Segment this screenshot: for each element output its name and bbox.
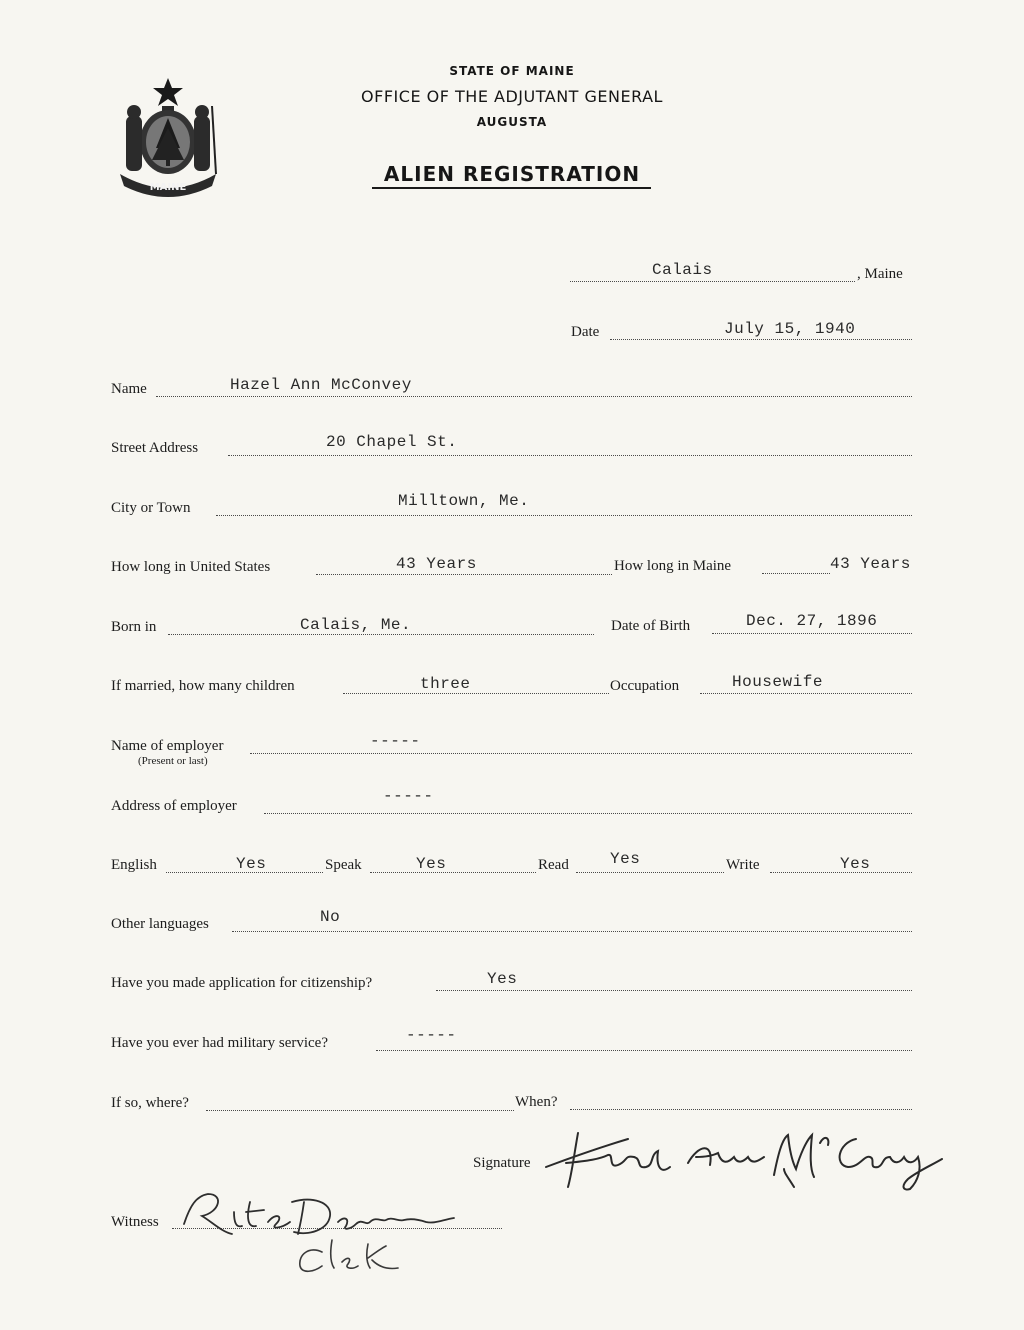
other-languages-line: [232, 931, 912, 932]
read-value: Yes: [610, 850, 641, 868]
write-label: Write: [726, 857, 760, 873]
speak-label: Speak: [325, 857, 362, 873]
seal-label: MAINE: [149, 182, 187, 193]
how-long-maine-label: How long in Maine: [614, 558, 732, 574]
date-line: [610, 339, 912, 340]
how-long-maine-line: [762, 573, 830, 574]
header-city: AUGUSTA: [476, 115, 548, 129]
employer-name-value: -----: [370, 732, 421, 750]
when-label: When?: [515, 1094, 558, 1110]
employer-name-line: [250, 753, 912, 754]
employer-name-label: Name of employer: [111, 738, 224, 754]
street-label: Street Address: [111, 440, 199, 456]
children-line: [343, 693, 609, 694]
children-value: three: [420, 675, 471, 693]
where-line: [206, 1110, 514, 1111]
title-underline: [372, 187, 651, 189]
born-in-value: Calais, Me.: [300, 616, 412, 634]
other-languages-value: No: [320, 908, 341, 926]
applicant-signature: [538, 1125, 948, 1195]
dob-value: Dec. 27, 1896: [746, 612, 878, 630]
military-value: -----: [406, 1026, 457, 1044]
employer-address-line: [264, 813, 912, 814]
signature-label: Signature: [473, 1155, 531, 1171]
place-line: [570, 281, 855, 282]
born-in-label: Born in: [111, 619, 157, 635]
date-label: Date: [571, 324, 600, 340]
city-line: [216, 515, 912, 516]
military-line: [376, 1050, 912, 1051]
write-value: Yes: [840, 855, 871, 873]
military-label: Have you ever had military service?: [111, 1035, 328, 1051]
english-label: English: [111, 857, 157, 873]
how-long-maine-value: 43 Years: [830, 555, 911, 573]
how-long-us-value: 43 Years: [396, 555, 477, 573]
employer-address-label: Address of employer: [111, 798, 237, 814]
citizenship-value: Yes: [487, 970, 518, 988]
employer-address-value: -----: [383, 787, 434, 805]
read-label: Read: [538, 857, 569, 873]
read-line: [576, 872, 724, 873]
occupation-label: Occupation: [610, 678, 680, 694]
maine-suffix: , Maine: [857, 266, 903, 282]
form-title: ALIEN REGISTRATION: [383, 162, 641, 186]
date-value: July 15, 1940: [724, 320, 856, 338]
children-label: If married, how many children: [111, 678, 295, 694]
how-long-us-line: [316, 574, 612, 575]
citizenship-line: [436, 990, 912, 991]
dob-line: [712, 633, 912, 634]
english-value: Yes: [236, 855, 267, 873]
witness-signature: [172, 1182, 472, 1282]
witness-label: Witness: [111, 1214, 159, 1230]
header-office: OFFICE OF THE ADJUTANT GENERAL: [361, 87, 663, 106]
occupation-value: Housewife: [732, 673, 823, 691]
speak-value: Yes: [416, 855, 447, 873]
how-long-us-label: How long in United States: [111, 559, 271, 575]
born-in-line: [168, 634, 594, 635]
speak-line: [370, 872, 536, 873]
city-value: Milltown, Me.: [398, 492, 530, 510]
place-value: Calais: [652, 261, 713, 279]
street-line: [228, 455, 912, 456]
dob-label: Date of Birth: [611, 618, 691, 634]
city-label: City or Town: [111, 500, 191, 516]
name-label: Name: [111, 381, 147, 397]
street-value: 20 Chapel St.: [326, 433, 458, 451]
name-line: [156, 396, 912, 397]
name-value: Hazel Ann McConvey: [230, 376, 412, 394]
employer-note: (Present or last): [138, 755, 208, 767]
citizenship-label: Have you made application for citizenship?: [111, 975, 373, 991]
where-label: If so, where?: [111, 1095, 189, 1111]
occupation-line: [700, 693, 912, 694]
when-line: [570, 1109, 912, 1110]
other-languages-label: Other languages: [111, 916, 209, 932]
header-state: STATE OF MAINE: [449, 64, 575, 78]
